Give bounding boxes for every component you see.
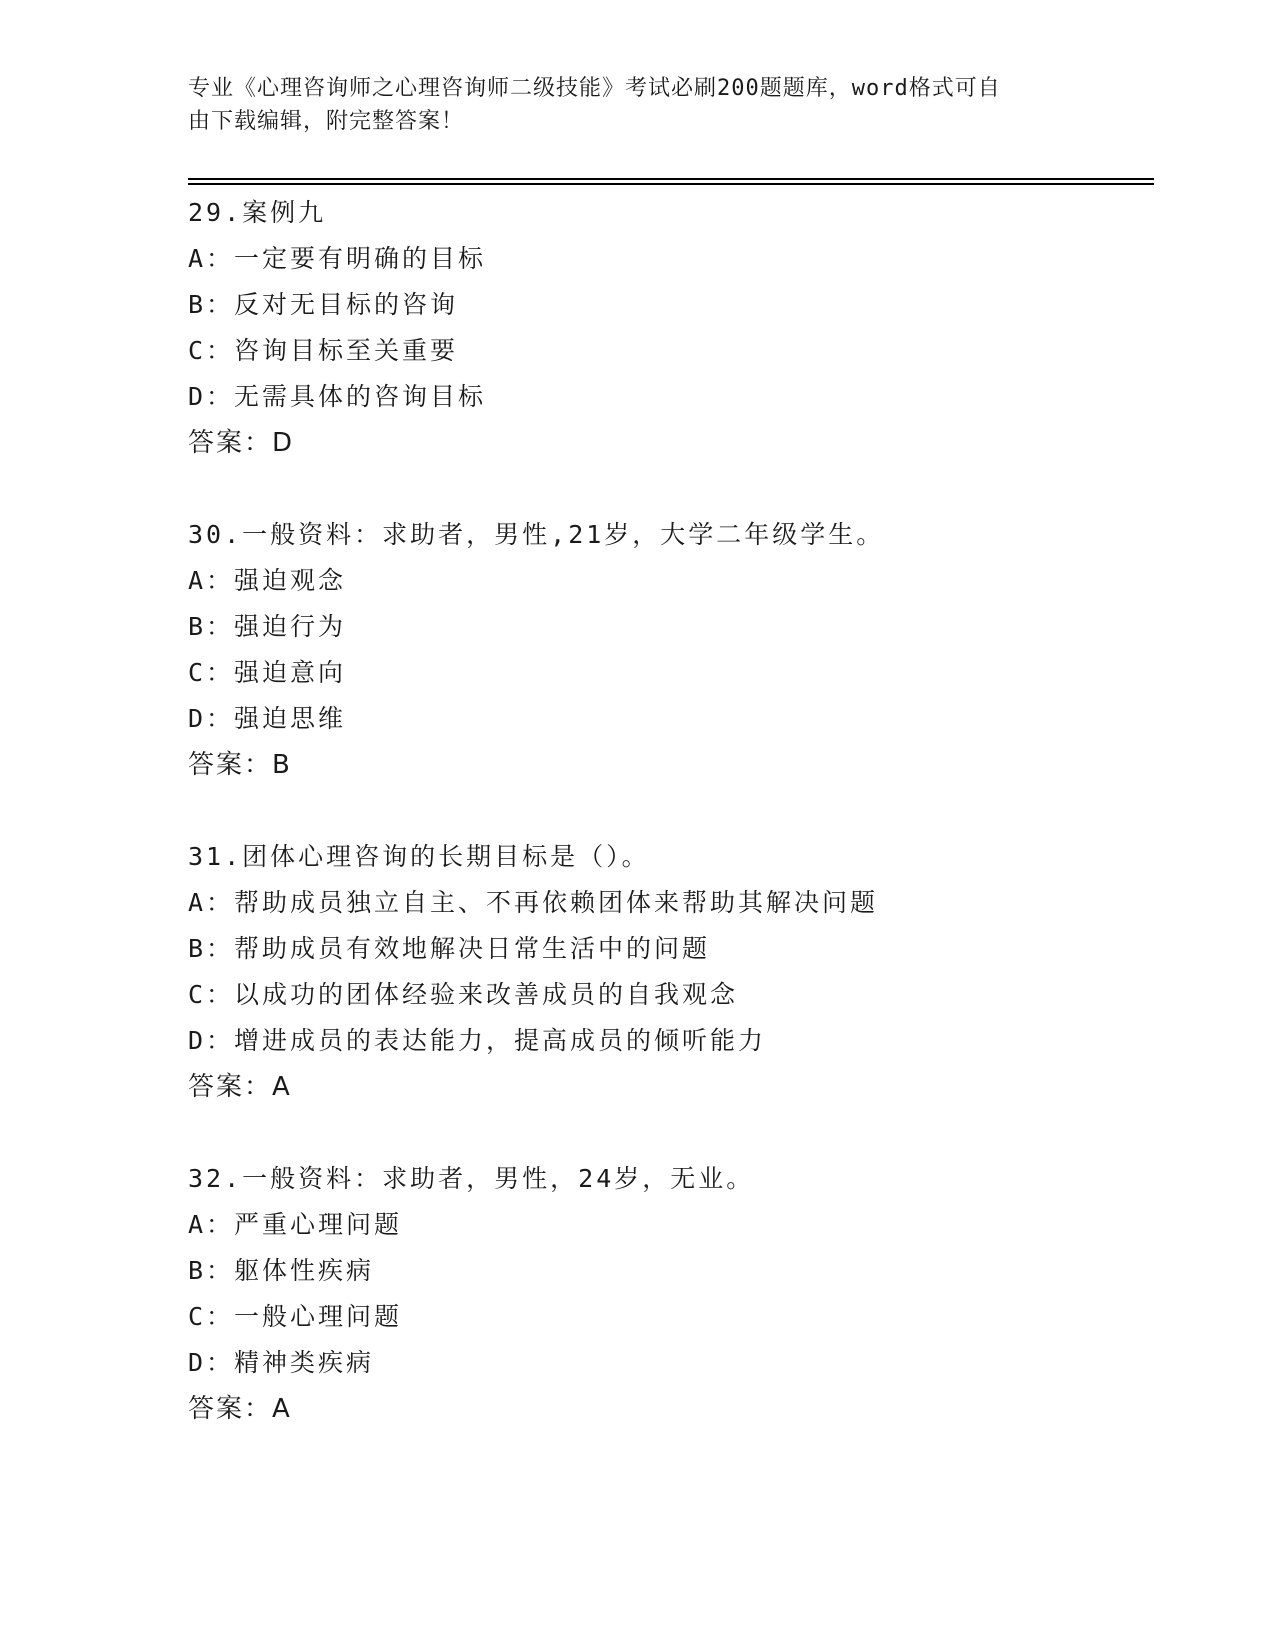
question-31: [188, 834, 1168, 1110]
answer-label: 答案：: [188, 1394, 273, 1424]
question-30: [188, 512, 1168, 788]
option-c: C：以成功的团体经验来改善成员的自我观念: [188, 980, 739, 1009]
question-list: [188, 190, 1168, 1478]
option-b: B：躯体性疾病: [188, 1256, 375, 1285]
answer-value: A: [272, 1072, 292, 1102]
option-c: C：咨询目标至关重要: [188, 336, 459, 365]
option-c: C：强迫意向: [188, 658, 347, 687]
option-d: D：无需具体的咨询目标: [188, 382, 487, 411]
question-stem: 29.案例九: [188, 198, 327, 227]
answer-label: 答案：: [188, 428, 273, 458]
question-32: [188, 1156, 1168, 1432]
option-d: D：增进成员的表达能力，提高成员的倾听能力: [188, 1026, 767, 1055]
header-rule-bottom: [188, 183, 1154, 185]
answer-line: [188, 1386, 1168, 1432]
answer-line: [188, 420, 1168, 466]
answer-label: 答案：: [188, 1072, 273, 1102]
header-rule-top: [188, 178, 1154, 180]
answer-value: B: [272, 750, 292, 780]
option-b: B：反对无目标的咨询: [188, 290, 459, 319]
document-header: [188, 72, 1088, 138]
header-line-1: 专业《心理咨询师之心理咨询师二级技能》考试必刷200题题库，word格式可自: [188, 76, 1001, 101]
question-stem: 31.团体心理咨询的长期目标是（）。: [188, 842, 650, 871]
answer-line: [188, 742, 1168, 788]
question-stem: 32.一般资料：求助者，男性，24岁，无业。: [188, 1164, 755, 1193]
option-b: B：帮助成员有效地解决日常生活中的问题: [188, 934, 711, 963]
option-c: C：一般心理问题: [188, 1302, 403, 1331]
answer-line: [188, 1064, 1168, 1110]
option-a: A：严重心理问题: [188, 1210, 403, 1239]
answer-value: D: [272, 428, 295, 458]
answer-label: 答案：: [188, 750, 273, 780]
option-a: A：强迫观念: [188, 566, 347, 595]
option-d: D：强迫思维: [188, 704, 347, 733]
answer-value: A: [272, 1394, 292, 1424]
option-a: A：一定要有明确的目标: [188, 244, 487, 273]
question-stem: 30.一般资料：求助者，男性,21岁，大学二年级学生。: [188, 520, 885, 549]
header-line-2: 由下载编辑，附完整答案！: [188, 109, 465, 134]
option-a: A：帮助成员独立自主、不再依赖团体来帮助其解决问题: [188, 888, 879, 917]
option-b: B：强迫行为: [188, 612, 347, 641]
option-d: D：精神类疾病: [188, 1348, 375, 1377]
question-29: [188, 190, 1168, 466]
